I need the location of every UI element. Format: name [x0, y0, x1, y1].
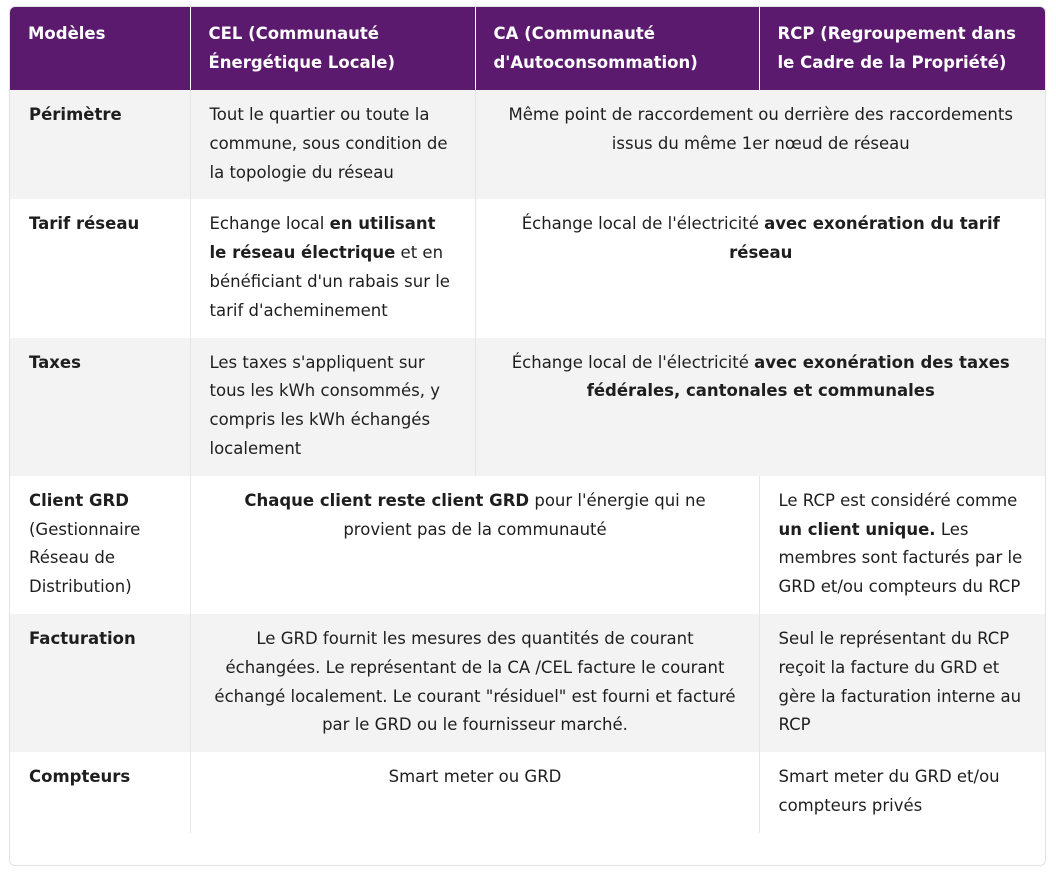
- row-facturation: [10, 614, 1045, 752]
- header-models: Modèles: [10, 7, 190, 90]
- rcp-cell: Smart meter du GRD et/ou compteurs privés: [759, 752, 1045, 833]
- cel-ca-cell: Chaque client reste client GRD pour l'énergie qui ne provient pas de la communauté: [190, 476, 759, 614]
- row-taxes: [10, 338, 1045, 476]
- row-label: Tarif réseau: [10, 199, 190, 337]
- row-compteurs: [10, 752, 1045, 833]
- cel-cell: Les taxes s'appliquent sur tous les kWh consommés, y compris les kWh échangés localement: [190, 338, 475, 476]
- ca-rcp-cell: Échange local de l'électricité avec exonération du tarif réseau: [475, 199, 1045, 337]
- row-perimetre: [10, 90, 1045, 199]
- rcp-cell: Seul le représentant du RCP reçoit la facture du GRD et gère la facturation interne au RCP: [759, 614, 1045, 752]
- row-label: Compteurs: [10, 752, 190, 833]
- row-label: Facturation: [10, 614, 190, 752]
- row-label: Taxes: [10, 338, 190, 476]
- comparison-table-container: [9, 6, 1046, 866]
- ca-rcp-cell: Échange local de l'électricité avec exonération des taxes fédérales, cantonales et communales: [475, 338, 1045, 476]
- cel-ca-cell: Le GRD fournit les mesures des quantités de courant échangées. Le représentant de la CA /CEL facture le courant échangé localement. Le courant "résiduel" est fourni et facturé par le GRD ou le fournisseur marché.: [190, 614, 759, 752]
- row-label: Client GRD (Gestionnaire Réseau de Distribution): [10, 476, 190, 614]
- cel-cell: Tout le quartier ou toute la commune, sous condition de la topologie du réseau: [190, 90, 475, 199]
- cel-cell: Echange local en utilisant le réseau électrique et en bénéficiant d'un rabais sur le tarif d'acheminement: [190, 199, 475, 337]
- row-tarif-reseau: [10, 199, 1045, 337]
- cel-ca-cell: Smart meter ou GRD: [190, 752, 759, 833]
- header-row: [10, 7, 1045, 90]
- header-rcp: RCP (Regroupement dans le Cadre de la Propriété): [759, 7, 1045, 90]
- header-cel: CEL (Communauté Énergétique Locale): [190, 7, 475, 90]
- comparison-table: [10, 7, 1045, 833]
- row-label: Périmètre: [10, 90, 190, 199]
- row-client-grd: [10, 476, 1045, 614]
- rcp-cell: Le RCP est considéré comme un client unique. Les membres sont facturés par le GRD et/ou compteurs du RCP: [759, 476, 1045, 614]
- ca-rcp-cell: Même point de raccordement ou derrière des raccordements issus du même 1er nœud de réseau: [475, 90, 1045, 199]
- header-ca: CA (Communauté d'Autoconsommation): [475, 7, 759, 90]
